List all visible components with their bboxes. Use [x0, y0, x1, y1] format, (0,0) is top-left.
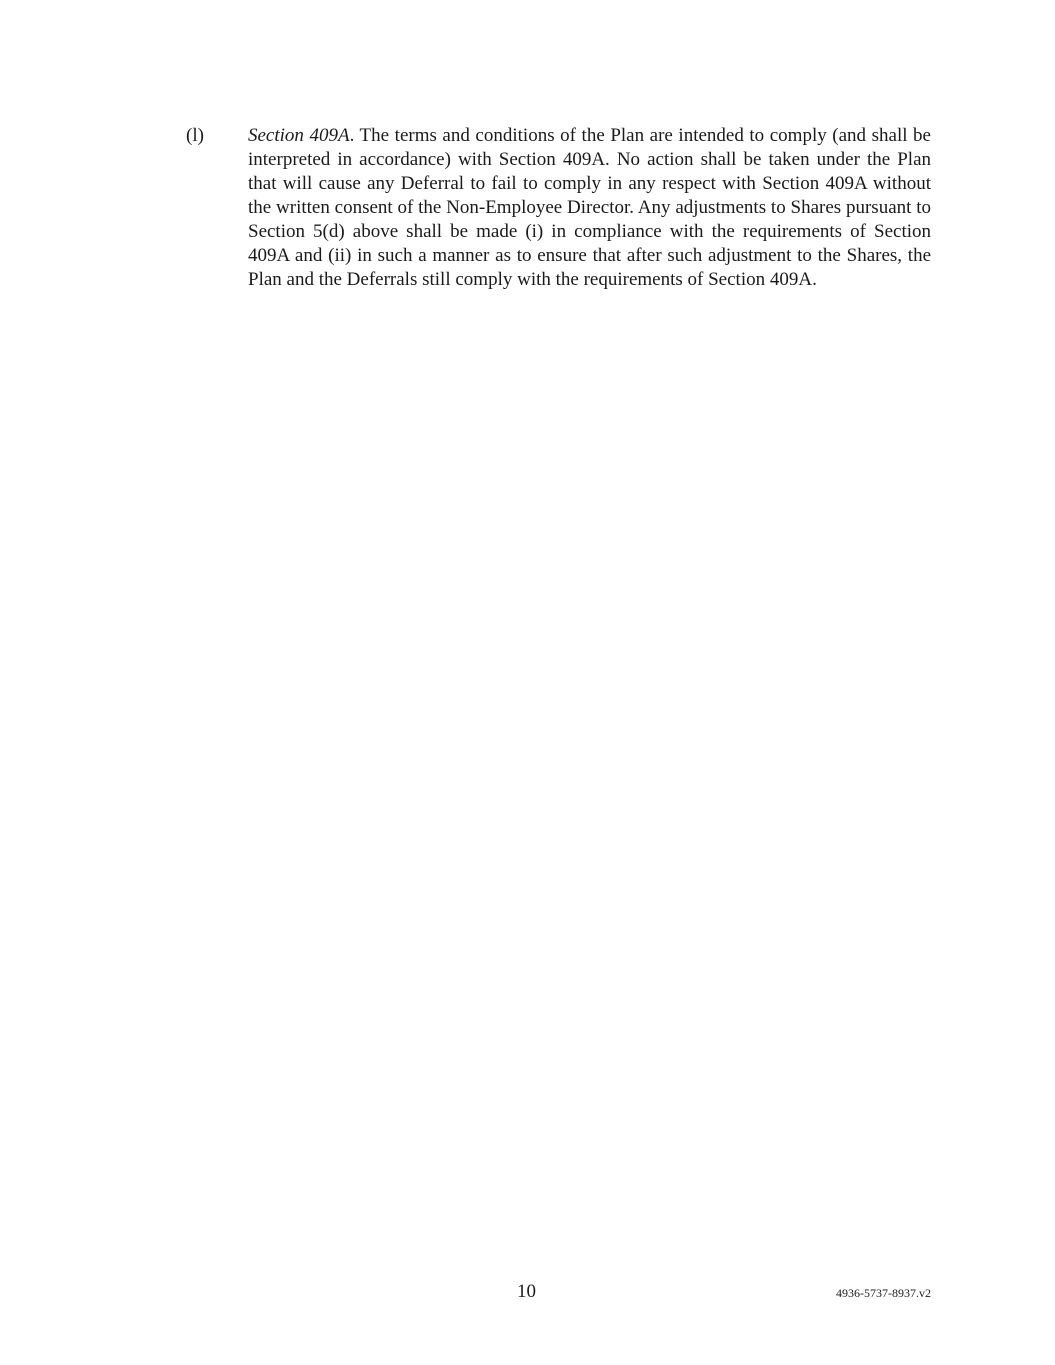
page-number: 10: [517, 1281, 536, 1302]
clause-body: [248, 124, 931, 292]
clause-label: (l): [186, 125, 204, 146]
clause-heading: Section 409A: [248, 125, 350, 146]
document-id: 4936-5737-8937.v2: [836, 1286, 931, 1300]
clause-text: . The terms and conditions of the Plan are intended to comply (and shall be interpreted in accordance) with Section 409A. No action shall be taken under the Plan that will cause any Deferral to fail to comply in any respect with Section 409A without the written consent of the Non-Employee Director. Any adjustments to Shares pursuant to Section 5(d) above shall be made (i) in compliance with the requirements of Section 409A and (ii) in such a manner as to ensure that after such adjustment to the Shares, the Plan and the Deferrals still comply with the requirements of Section 409A.: [248, 125, 931, 290]
